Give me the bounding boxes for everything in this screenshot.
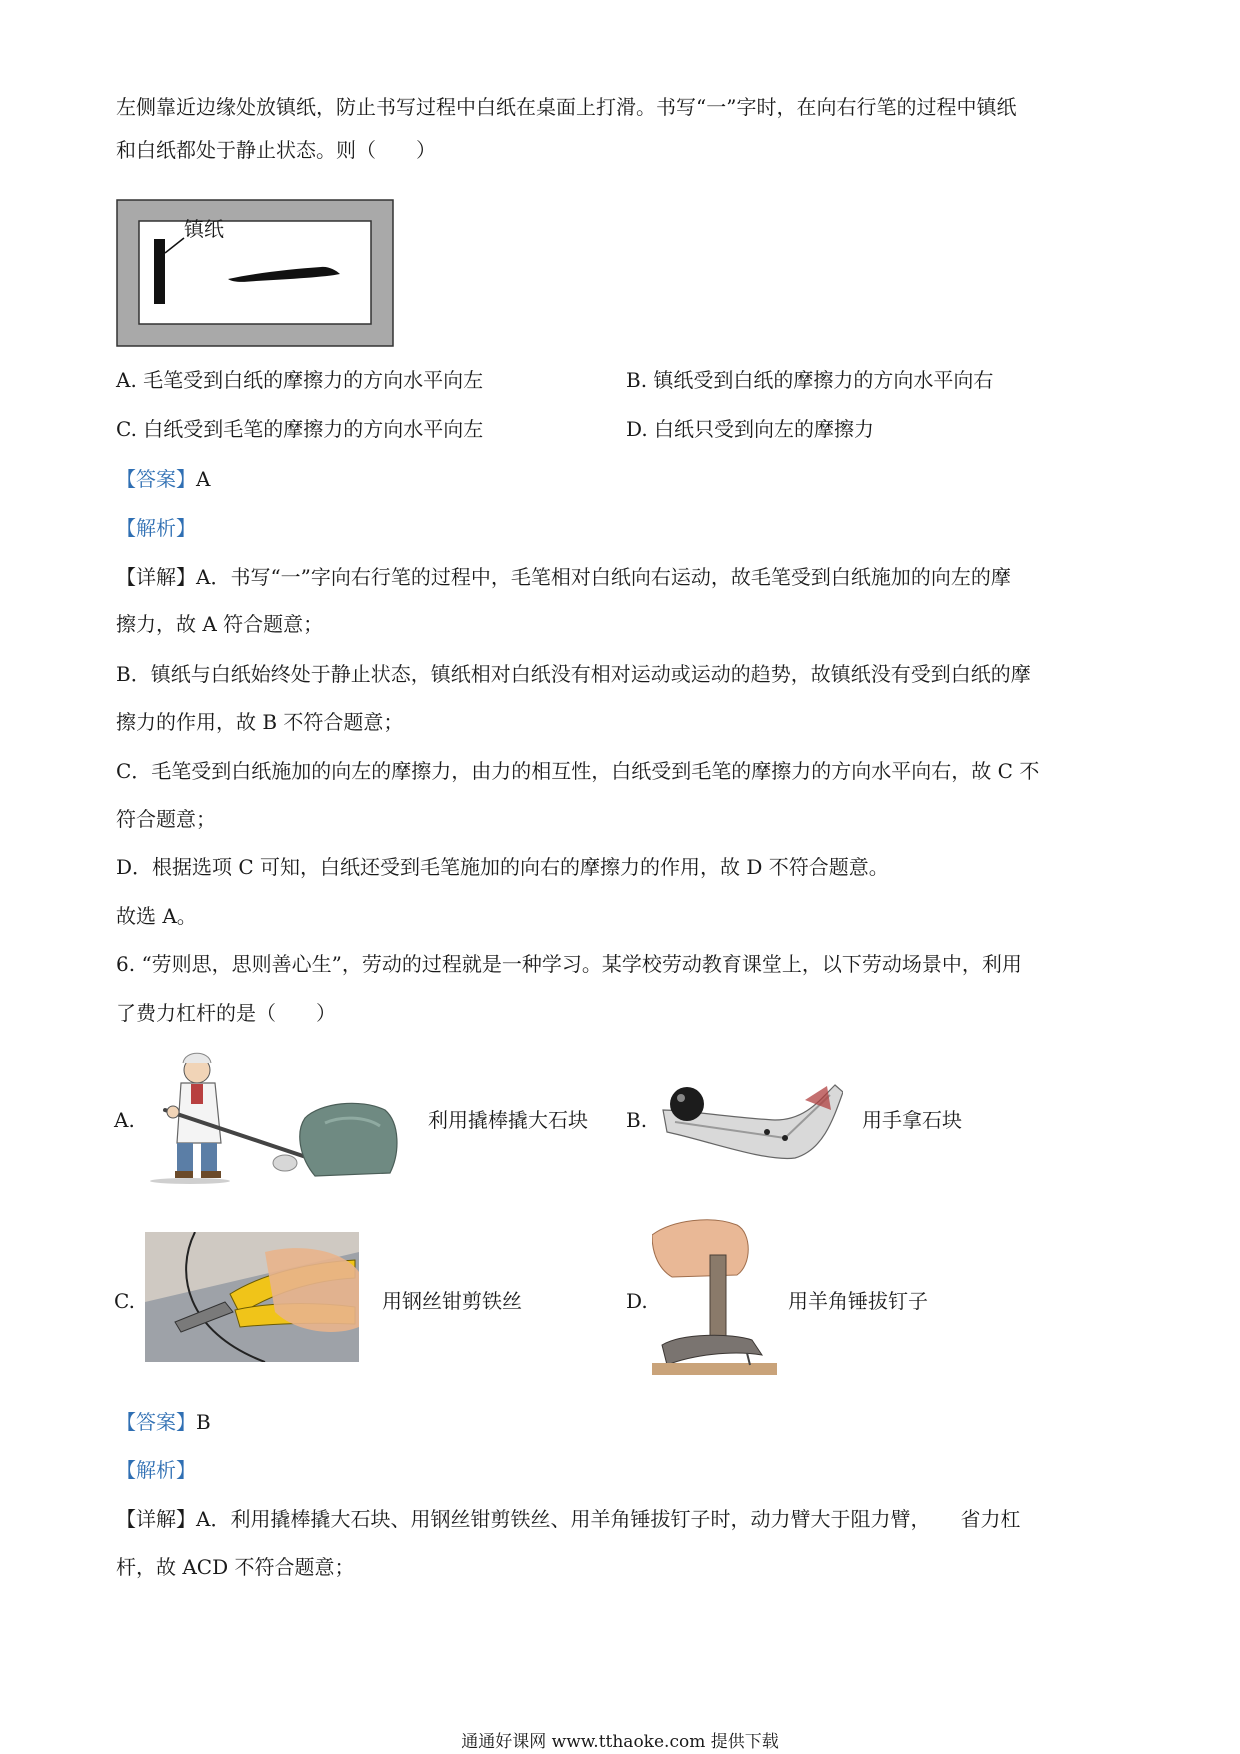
q5-stem-line-1: 左侧靠近边缘处放镇纸，防止书写过程中白纸在桌面上打滑。书写“一”字时，在向右行笔的过程中镇纸 — [116, 95, 1017, 119]
q6-answer-tag: 【答案】 — [116, 1410, 196, 1434]
q6-stem-line-2: 了费力杠杆的是（ ） — [116, 1001, 336, 1025]
q6-option-c-caption: 用钢丝钳剪铁丝 — [382, 1289, 522, 1313]
q5-stem-line-2: 和白纸都处于静止状态。则（ ） — [116, 138, 436, 162]
q6-detail-line-1 — [116, 1505, 1020, 1533]
crowbar-image — [145, 1048, 400, 1186]
q5-option-c: C. 白纸受到毛笔的摩擦力的方向水平向左 — [116, 417, 484, 441]
q5-detail-line-7: D．根据选项 C 可知，白纸还受到毛笔施加的向右的摩擦力的作用，故 D 不符合题意。 — [116, 855, 889, 879]
q6-option-b-caption: 用手拿石块 — [862, 1108, 962, 1132]
q5-option-a: A. 毛笔受到白纸的摩擦力的方向水平向左 — [116, 368, 484, 392]
q6-detail-tag: 【详解】 — [116, 1507, 196, 1531]
q6-stem-line-1: 6. “劳则思，思则善心生”，劳动的过程就是一种学习。某学校劳动教育课堂上，以下劳动场景中，利用 — [116, 952, 1022, 976]
q5-answer-value: A — [196, 467, 211, 491]
pliers-image — [145, 1232, 359, 1362]
q6-detail-line-2: 杆，故 ACD 不符合题意； — [116, 1555, 355, 1579]
page-footer: 通通好课网 www.tthaoke.com 提供下载 — [461, 1732, 779, 1752]
q6-answer-value: B — [196, 1410, 211, 1434]
paperweight-label: 镇纸 — [184, 217, 224, 241]
q6-option-c-letter: C. — [114, 1289, 135, 1313]
q5-detail-line-5: C．毛笔受到白纸施加的向左的摩擦力，由力的相互性，白纸受到毛笔的摩擦力的方向水平向右，故 C 不 — [116, 759, 1040, 783]
q6-analysis-tag: 【解析】 — [116, 1458, 196, 1482]
q6-option-b-letter: B. — [626, 1108, 648, 1132]
q6-option-a-caption: 利用撬棒撬大石块 — [428, 1108, 588, 1132]
q6-option-d-caption: 用羊角锤拔钉子 — [788, 1289, 928, 1313]
paperweight-figure — [116, 199, 394, 347]
q5-detail-tag: 【详解】 — [116, 565, 196, 589]
q5-answer-tag: 【答案】 — [116, 467, 196, 491]
q5-detail-line-1 — [116, 563, 1011, 591]
q6-detail-text-1: A．利用撬棒撬大石块、用钢丝钳剪铁丝、用羊角锤拔钉子时，动力臂大于阻力臂， 省力杠 — [196, 1507, 1021, 1531]
hammer-image — [652, 1215, 777, 1375]
q5-detail-line-4: 擦力的作用，故 B 不符合题意； — [116, 710, 404, 734]
forearm-image — [655, 1080, 843, 1166]
q5-detail-line-2: 擦力，故 A 符合题意； — [116, 612, 324, 636]
q6-option-a-letter: A. — [114, 1108, 135, 1132]
q5-option-d: D. 白纸只受到向左的摩擦力 — [626, 417, 875, 441]
q5-detail-text-1: A．书写“一”字向右行笔的过程中，毛笔相对白纸向右运动，故毛笔受到白纸施加的向左的摩 — [196, 565, 1011, 589]
q5-detail-line-6: 符合题意； — [116, 807, 216, 831]
q6-answer — [116, 1408, 211, 1436]
q5-option-b: B. 镇纸受到白纸的摩擦力的方向水平向右 — [626, 368, 994, 392]
q6-option-d-letter: D. — [626, 1289, 648, 1313]
q5-answer — [116, 465, 210, 493]
q5-detail-line-3: B．镇纸与白纸始终处于静止状态，镇纸相对白纸没有相对运动或运动的趋势，故镇纸没有受到白纸的摩 — [116, 662, 1031, 686]
q5-analysis-tag: 【解析】 — [116, 516, 196, 540]
q5-conclusion: 故选 A。 — [116, 904, 197, 928]
